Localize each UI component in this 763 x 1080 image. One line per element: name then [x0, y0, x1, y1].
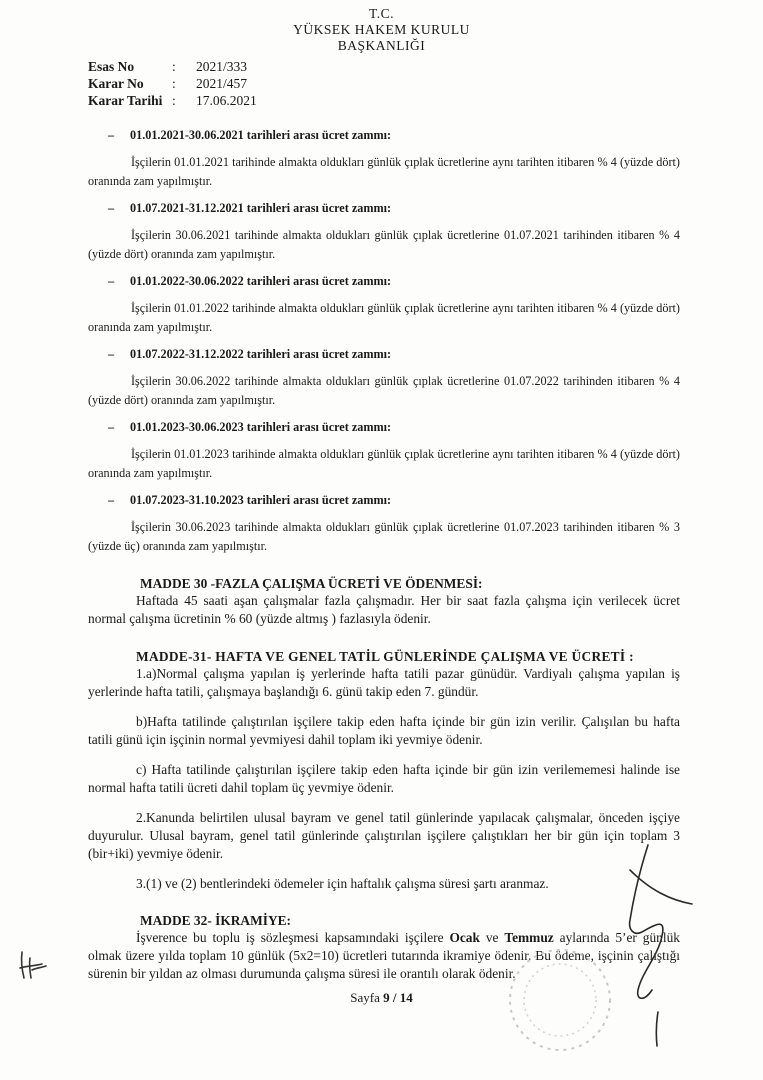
- document-header: [0, 6, 763, 54]
- article-31-para-2: b)Hafta tatilinde çalıştırılan işçilere takip eden hafta içinde bir gün izin verilir. Çalışılan bu hafta tatili günü için işçinin normal yevmiyesi dahil toplam iki yevmiye ödenir.: [88, 714, 680, 747]
- page-label: Sayfa: [350, 990, 384, 1005]
- raise-section: – 01.01.2023-30.06.2023 tarihleri arası ücret zammı: İşçilerin 01.01.2023 tarihinde almakta oldukları günlük çıplak ücretlerine aynı tarihten itibaren % 4 (yüzde dört) oranında zam yapılmıştır.: [88, 420, 680, 483]
- raise-section: – 01.01.2022-30.06.2022 tarihleri arası ücret zammı: İşçilerin 01.01.2022 tarihinde almakta oldukları günlük çıplak ücretlerine aynı tarihten itibaren % 4 (yüzde dört) oranında zam yapılmıştır.: [88, 274, 680, 337]
- article-31: [88, 648, 680, 893]
- page-number: 9 / 14: [383, 990, 413, 1005]
- raise-text: İşçilerin 01.01.2022 tarihinde almakta oldukları günlük çıplak ücretlerine aynı tarihten itibaren % 4 (yüzde dört) oranında zam yapılmıştır.: [88, 301, 680, 334]
- meta-value: 17.06.2021: [196, 93, 257, 108]
- raise-text: İşçilerin 01.01.2021 tarihinde almakta oldukları günlük çıplak ücretlerine aynı tarihten itibaren % 4 (yüzde dört) oranında zam yapılmıştır.: [88, 155, 680, 188]
- header-presidency: BAŞKANLIĞI: [337, 38, 426, 53]
- meta-value: 2021/457: [196, 76, 248, 91]
- article-31-para-1: 1.a)Normal çalışma yapılan iş yerlerinde hafta tatili pazar günüdür. Vardiyalı çalışma yapılan iş yerlerinde hafta tatili, çalışmaya başlandığı 6. günü takip eden 7. gündür.: [88, 666, 680, 699]
- raise-title: 01.01.2021-30.06.2021 tarihleri arası ücret zammı:: [130, 128, 392, 142]
- article-31-para-3: c) Hafta tatilinde çalıştırılan işçilere takip eden hafta içinde bir gün izin verilememesi halinde ise normal hafta tatili ücreti dahil toplam üç yevmiye ödenir.: [88, 762, 680, 795]
- article-31-para-5: 3.(1) ve (2) bentlerindeki ödemeler için haftalık çalışma süresi şartı aranmaz.: [136, 876, 549, 891]
- raise-text: İşçilerin 30.06.2023 tarihinde almakta oldukları günlük çıplak ücretlerine 01.07.2023 tarihinden itibaren % 3 (yüzde üç) oranında zam yapılmıştır.: [88, 520, 680, 553]
- article-32-title: MADDE 32- İKRAMİYE:: [140, 913, 292, 928]
- meta-row-karar: Karar No : 2021/457: [88, 76, 248, 91]
- meta-label: Karar No: [88, 76, 144, 91]
- meta-value: 2021/333: [196, 59, 248, 74]
- meta-row-tarih: Karar Tarihi : 17.06.2021: [88, 93, 257, 108]
- month-temmuz: Temmuz: [504, 930, 554, 945]
- article-30-title: MADDE 30 -FAZLA ÇALIŞMA ÜCRETİ VE ÖDENMESİ:: [140, 576, 483, 591]
- raise-text: İşçilerin 01.01.2023 tarihinde almakta oldukları günlük çıplak ücretlerine aynı tarihten itibaren % 4 (yüzde dört) oranında zam yapılmıştır.: [88, 447, 680, 480]
- article-30-text: Haftada 45 saati aşan çalışmalar fazla çalışmadır. Her bir saat fazla çalışma için verilecek ücret normal çalışma ücretinin % 60 (yüzde altmış ) fazlasıyla ödenir.: [88, 593, 680, 626]
- article-31-para-4: 2.Kanunda belirtilen ulusal bayram ve genel tatil günlerinde yapılacak çalışmalar, önceden işçiye duyurulur. Ulusal bayram, genel tatil günlerinde çalıştırılan işçilere çalıştıkları her bir gün için toplam 3 (bir+iki) yevmiye ödenir.: [88, 810, 680, 861]
- handwritten-initial-icon: [16, 948, 52, 982]
- raise-title: 01.07.2023-31.10.2023 tarihleri arası ücret zammı:: [130, 493, 392, 507]
- header-tc: T.C.: [369, 6, 394, 21]
- meta-row-esas: Esas No : 2021/333: [88, 59, 248, 74]
- raise-section: – 01.07.2022-31.12.2022 tarihleri arası ücret zammı: İşçilerin 30.06.2022 tarihinde almakta oldukları günlük çıplak ücretlerine 01.07.2022 tarihinden itibaren % 4 (yüzde dört) oranında zam yapılmıştır.: [88, 347, 680, 410]
- raise-title: 01.07.2022-31.12.2022 tarihleri arası ücret zammı:: [130, 347, 392, 361]
- raise-section: – 01.07.2021-31.12.2021 tarihleri arası ücret zammı: İşçilerin 30.06.2021 tarihinde almakta oldukları günlük çıplak ücretlerine 01.07.2021 tarihinden itibaren % 4 (yüzde dört) oranında zam yapılmıştır.: [88, 201, 680, 264]
- month-ocak: Ocak: [449, 930, 480, 945]
- article-31-title: MADDE-31- HAFTA VE GENEL TATİL GÜNLERİNDE ÇALIŞMA VE ÜCRETİ :: [136, 649, 634, 664]
- article-30: [88, 576, 680, 628]
- raise-title: 01.01.2022-30.06.2022 tarihleri arası ücret zammı:: [130, 274, 392, 288]
- raise-title: 01.07.2021-31.12.2021 tarihleri arası ücret zammı:: [130, 201, 392, 215]
- official-stamp-icon: [500, 940, 620, 1060]
- raise-text: İşçilerin 30.06.2021 tarihinde almakta oldukları günlük çıplak ücretlerine 01.07.2021 tarihinden itibaren % 4 (yüzde dört) oranında zam yapılmıştır.: [88, 228, 680, 261]
- raise-section: – 01.01.2021-30.06.2021 tarihleri arası ücret zammı: İşçilerin 01.01.2021 tarihinde almakta oldukları günlük çıplak ücretlerine aynı tarihten itibaren % 4 (yüzde dört) oranında zam yapılmıştır.: [88, 128, 680, 191]
- raise-section: – 01.07.2023-31.10.2023 tarihleri arası ücret zammı: İşçilerin 30.06.2023 tarihinde almakta oldukları günlük çıplak ücretlerine 01.07.2023 tarihinden itibaren % 3 (yüzde üç) oranında zam yapılmıştır.: [88, 493, 680, 556]
- meta-label: Esas No: [88, 59, 135, 74]
- case-meta: [88, 58, 257, 109]
- header-institution: YÜKSEK HAKEM KURULU: [293, 22, 470, 37]
- raise-text: İşçilerin 30.06.2022 tarihinde almakta oldukları günlük çıplak ücretlerine 01.07.2022 tarihinden itibaren % 4 (yüzde dört) oranında zam yapılmıştır.: [88, 374, 680, 407]
- raise-title: 01.01.2023-30.06.2023 tarihleri arası ücret zammı:: [130, 420, 392, 434]
- document-body: [88, 128, 680, 983]
- article-32-text: İşverence bu toplu iş sözleşmesi kapsamındaki işçilere Ocak ve Temmuz aylarında 5’er günlük olmak üzere yılda toplam 10 günlük (5x2=10) ücretleri tutarında ikramiye ödenir. Bu ödeme, işçinin çalıştığı sürenin bir yıldan az olması durumunda çalışma süresi ile orantılı olarak ödenir.: [88, 930, 680, 981]
- meta-label: Karar Tarihi: [88, 93, 163, 108]
